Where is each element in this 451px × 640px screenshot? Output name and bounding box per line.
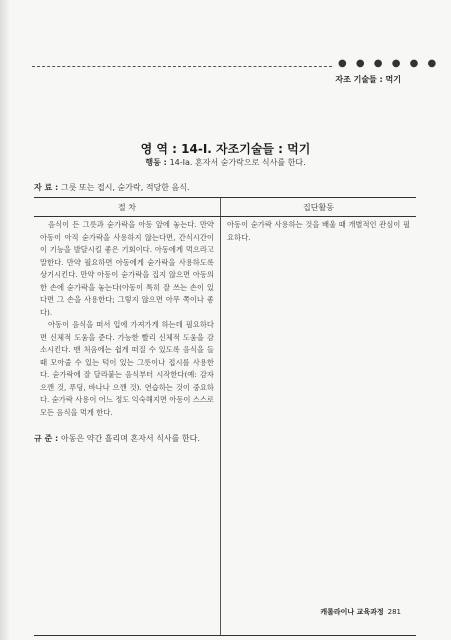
- header-dots: ● ● ● ● ● ●: [338, 58, 440, 69]
- materials-text: 그릇 또는 접시, 숟가락, 적당한 음식.: [61, 183, 190, 192]
- procedure-cell: [34, 217, 220, 636]
- table-row: [34, 217, 416, 636]
- procedure-paragraph: 음식이 든 그릇과 숟가락을 아동 앞에 놓는다. 만약 아동이 아직 숟가락을 사용하지 않는다면, 간식시간이 이 기능을 발달시킬 좋은 기회이다. 아동에게 먹으라고 말한다. 만약 필요하면 아동에게 숟가락을 사용하도록 상기시킨다. 만약 아동이 숟가락을 집지 않으면 아동의 한 손에 숟가락을 놓는다(아동이 특히 잘 쓰는 손이 있다면 그 손을 사용한다; 그렇지 않으면 아무 쪽이나 좋다).: [40, 220, 214, 317]
- procedure-header: 절 차: [34, 198, 220, 217]
- criteria-label: 규 준 :: [34, 434, 62, 443]
- procedure-table: [34, 197, 416, 636]
- materials-label: 자 료 :: [34, 183, 62, 192]
- page-number: 281: [387, 608, 401, 616]
- page-footer: [320, 607, 401, 617]
- criteria-text: 아동은 약간 흘리며 혼자서 식사를 한다.: [61, 434, 200, 443]
- header-dashed-rule: [32, 66, 332, 67]
- table-header-row: [34, 198, 416, 217]
- footer-book-title: 캐롤라이나 교육과정: [320, 608, 384, 616]
- criteria-line: [34, 433, 200, 444]
- materials-line: [34, 182, 190, 193]
- goal-text: 14-Ⅰa. 혼자서 숟가락으로 식사를 한다.: [169, 158, 306, 167]
- group-activity-cell: 아동이 숟가락 사용하는 것을 배울 때 개별적인 관심이 필요하다.: [220, 217, 416, 636]
- page-title: 영 역 : 14-Ⅰ. 자조기술들 : 먹기: [140, 142, 311, 156]
- header-subtitle: 자조 기술들 : 먹기: [335, 75, 401, 84]
- procedure-paragraph: 아동이 음식을 떠서 입에 가져가게 하는데 필요하다면 신체적 도움을 준다. 가능한 빨리 신체적 도움을 감소시킨다. 맨 처음에는 쉽게 떠질 수 있도록 음식을 들 때 모아줄 수 있는 턱이 있는 그릇이나 접시를 사용한다. 숟가락에 잘 달라붙는 음식부터 시작한다(예: 감자으깬 것, 푸딩, 바나나 으깬 것). 연습하는 것이 중요하다. 숟가락 사용이 어느 정도 익숙해지면 아동이 스스로 모든 음식을 먹게 한다.: [40, 320, 214, 417]
- page-binding-shadow: [0, 0, 10, 640]
- goal-label: 행동 :: [145, 158, 170, 167]
- goal-line: [0, 157, 451, 168]
- group-activity-header: 집단활동: [220, 198, 416, 217]
